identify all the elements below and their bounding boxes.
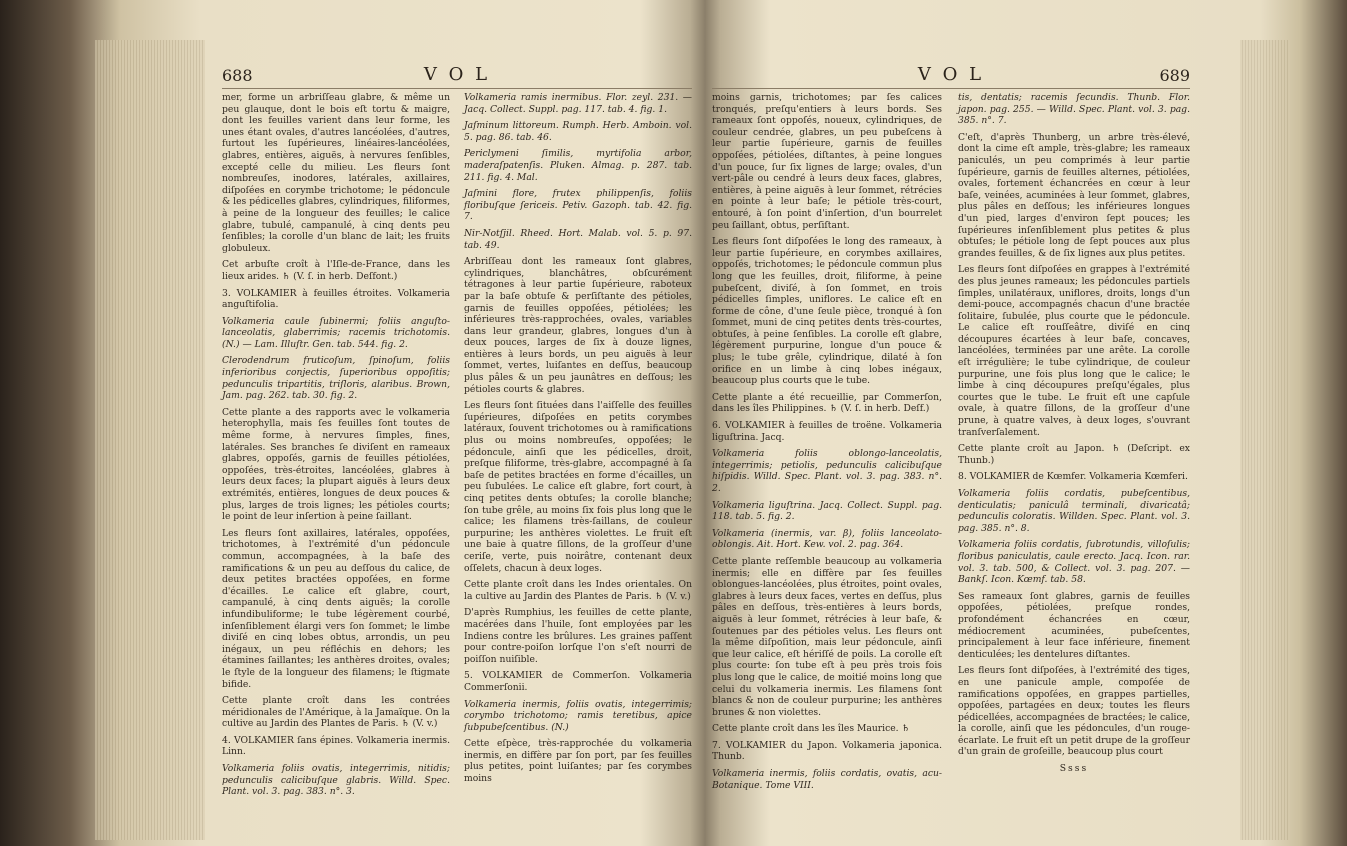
paragraph: Cette plante croît dans les contrées méridionales de l'Amérique, à la Jamaïque. On la cultive au Jardin des Plantes de Paris. ♄ (V. v.) [222,695,451,730]
paragraph: Cette plante reſſemble beaucoup au volkameria inermis; elle en diffère par ſes feuilles oblongues-lancéolées, plus étroites, point ovales, glabres à leurs deux faces, vertes en deſſus, plus pâles en deſſous, très-entières à leurs bords, aiguës à leur ſommet, rétrécies à leur baſe, & ſoutenues par des pétioles velus. Les fleurs ont la même diſpoſition, mais leur pédoncule, ainſi que leur calice, eſt hériſſé de poils. La corolle eſt plus courte: ſon tube eſt à peu près trois fois plus long que le calice, de moitié moins long que celui du volkameria inermis. Les filamens ſont blancs & non de couleur purpurine; les anthères brunes & non violettes. [712,555,942,718]
paragraph: Les fleurs ſont diſpoſées, à l'extrémité des tiges, en une panicule ample, compoſée de ramifications oppoſées, en grappes partielles, oppoſées, partagées en deux; toutes les fleurs pédicellées, accompagnées de bractées; le calice, la corolle, ainſi que les pédoncules, d'un rouge-écarlate. Le fruit eſt un petit drupe de la groſſeur d'un grain de groſeille, beaucoup plus court [958,665,1190,758]
paragraph: Volkameria foliis cordatis, ſubrotundis, villoſulis; floribus paniculatis, caule erecto. Jacq. Icon. rar. vol. 3. tab. 500, & Collect. vol. 3. pag. 207. — Bankſ. Icon. Kœmf. tab. 58. [958,539,1190,586]
paragraph: Volkameria foliis oblongo-lanceolatis, integerrimis; petiolis, pedunculis calicibuſque hiſpidis. Willd. Spec. Plant. vol. 3. pag. 383. n°. 2. [712,448,942,494]
page-edges-left [95,40,205,840]
left-page-column-1 [222,92,450,803]
left-page-column-2 [464,92,692,790]
paragraph: 3. VOLKAMIER à feuilles étroites. Volkameria anguſtifolia. [222,287,450,311]
paragraph: mer, forme un arbriſſeau glabre, & même un peu glauque, dont le bois eſt tortu & maigre, dont les feuilles varient dans leur forme, les unes étant ovales, d'autres lancéolées, d'autres, furtout les ſupérieures, linéaires-lancéolées, glabres, entières, aiguës, à nervures ſenſibles, excepté celle du milieu. Les fleurs ſont nombreuſes, inodores, latérales, axillaires, diſpoſées en corymbe trichotome; le pédoncule & les pédicelles glabres, cylindriques, filiformes, à peine de la longueur des feuilles; le calice glabre, tubulé, campanulé, à cinq dents peu ſenſibles; la corolle d'un blanc de lait; les fruits globuleux. [222,92,450,254]
paragraph: Volkameria liguſtrina. Jacq. Collect. Suppl. pag. 118. tab. 5. fig. 2. [712,499,942,523]
paragraph: Clerodendrum fruticoſum, ſpinoſum, foliis inferioribus conjectis, ſuperioribus oppoſitis; pedunculis tripartitis, triſloris, alaribus. Brown, Jam. pag. 262. tab. 30. fig. 2. [222,355,450,402]
header-rule [712,88,1190,89]
paragraph: moins garnis, trichotomes; par ſes calices tronqués, preſqu'entiers à leurs bords. Ses rameaux ſont oppoſés, noueux, cylindriques, de couleur cendrée, glabres, un peu pubeſcens à leur partie ſupérieure, garnis de feuilles oppoſées, pétiolées, diſtantes, à peine longues d'un pouce, ſur ſix lignes de large; ovales, d'un vert-pâle ou cendré à leurs deux faces, glabres, entières, à peine aiguës à leur ſommet, rétrécies en pointe à leur baſe; le pétiole très-court, entouré, à ſon point d'inſertion, d'un bourrelet peu ſaillant, obtus, perſiſtant. [712,92,942,231]
paragraph: Volkameria inermis, foliis ovatis, integerrimis; corymbo trichotomo; ramis teretibus, apice ſubpubeſcentibus. (N.) [464,698,692,733]
paragraph: Volkameria caule ſubinermi; foliis anguſto-lanceolatis, glaberrimis; racemis trichotomis. (N.) — Lam. Illuſtr. Gen. tab. 544. fig. 2. [222,315,450,350]
paragraph: Les fleurs ſont diſpoſées le long des rameaux, à leur partie ſupérieure, en corymbes axillaires, oppoſés, trichotomes; le pédoncule commun plus long que les feuilles, droit, filiforme, à peine pubeſcent, diviſé, à ſon ſommet, en trois pédicelles ſimples, uniflores. Le calice eſt en forme de cône, d'une ſeule pièce, tronqué à ſon ſommet, muni de cinq petites dents très-courtes, obtuſes, à peine ſenſibles. La corolle eſt glabre, légèrement purpurine, longue d'un pouce & plus; le tube grêle, cylindrique, dilaté à ſon orifice en un limbe à cinq lobes inégaux, beaucoup plus courts que le tube. [712,236,942,387]
paragraph: Volkameria ramis inermibus. Flor. zeyl. 231. — Jacq. Collect. Suppl. pag. 117. tab. 4. fig. 1. [464,92,692,115]
paragraph: Nir-Notſjil. Rheed. Hort. Malab. vol. 5. p. 97. tab. 49. [464,227,692,251]
paragraph: Volkameria (inermis, var. β), foliis lanceolato-oblongis. Ait. Hort. Kew. vol. 2. pag. 364. [712,527,942,551]
paragraph: Cet arbuſte croît à l'Iſle-de-France, dans les lieux arides. ♄ (V. ſ. in herb. Deſfont.) [222,259,450,282]
right-page-column-2 [958,92,1190,780]
right-page-header [712,64,1190,86]
signature-mark: Ssss [1059,763,1089,775]
paragraph: Jaſmini flore, frutex philippenſis, foliis floribuſque ſericeis. Petiv. Gazoph. tab. 42. fig. 7. [464,188,692,223]
paragraph: tis, dentatis; racemis ſecundis. Thunb. Flor. japon. pag. 255. — Willd. Spec. Plant. vol. 3. pag. 385. n°. 7. [958,92,1190,127]
running-head: V O L [917,64,985,85]
paragraph: Les fleurs ſont ſituées dans l'aiſſelle des feuilles ſupérieures, diſpoſées en petits corymbes latéraux, ſouvent trichotomes ou à ramifications plus ou moins nombreuſes, oppoſées; le pédoncule, ainſi que les pédicelles, droit, preſque filiforme, très-glabre, accompagné à ſa baſe de petites bractées en forme d'écailles, un peu ſubulées. Le calice eſt glabre, fort court, à cinq petites dents obtuſes; la corolle blanche; ſon tube grêle, au moins ſix fois plus long que le calice; les filamens très-ſaillans, de couleur purpurine; les anthères violettes. Le fruit eſt une baie à quatre ſillons, de la groſſeur d'une ceriſe, verte, puis noirâtre, contenant deux oſſelets, chacun à deux loges. [464,400,692,574]
paragraph: Periclymeni ſimilis, myrtifolia arbor, maderaſpatenſis. Pluken. Almag. p. 287. tab. 211. fig. 4. Mal. [464,148,692,183]
left-page [222,64,692,844]
paragraph: 7. VOLKAMIER du Japon. Volkameria japonica. Thunb. [712,739,942,763]
page-number: 689 [1159,66,1190,85]
paragraph: 8. VOLKAMIER de Kœmfer. Volkameria Kœmferi. [958,471,1188,483]
page-number: 688 [222,66,253,85]
paragraph: Volkameria foliis cordatis, pubeſcentibus, denticulatis; paniculâ terminali, divaricatâ; pedunculis coloratis. Willden. Spec. Plant. vol. 3. pag. 385. n°. 8. [958,488,1190,534]
paragraph: Jaſminum littoreum. Rumph. Herb. Amboin. vol. 5. pag. 86. tab. 46. [464,120,692,143]
paragraph: Cette plante croît dans les Indes orientales. On la cultive au Jardin des Plantes de Paris. ♄ (V. v.) [464,579,692,602]
left-page-header [222,64,692,86]
paragraph: 5. VOLKAMIER de Commerſon. Volkameria Commerſonii. [464,670,692,693]
paragraph: Ses rameaux ſont glabres, garnis de feuilles oppoſées, pétiolées, preſque rondes, profondément échancrées en cœur, médiocrement acuminées, pubeſcentes, principalement à leur face inférieure, finement denticulées; les dentelures diſtantes. [958,590,1190,660]
paragraph: 6. VOLKAMIER à feuilles de troëne. Volkameria liguſtrina. Jacq. [712,420,942,443]
paragraph: 4. VOLKAMIER ſans épines. Volkameria inermis. Linn. [222,734,450,758]
paragraph: Cette plante a été recueillie, par Commerſon, dans les îles Philippines. ♄ (V. ſ. in herb. Deſf.) [712,391,942,415]
paragraph: Les fleurs ſont diſpoſées en grappes à l'extrémité des plus jeunes rameaux; les pédoncules partiels ſimples, unilatéraux, uniflores, droits, longs d'un demi-pouce, accompagnés chacun d'une bractée ſolitaire, ſubulée, plus courte que le pédoncule. Le calice eſt rouſſeâtre, diviſé en cinq découpures écartées à leur baſe, concaves, lancéolées, terminées par une arête. La corolle eſt irrégulière; le tube cylindrique, de couleur purpurine, une fois plus long que le calice; le limbe à cinq découpures preſqu'égales, plus courtes que le tube. Le fruit eſt une capſule ovale, à quatre ſillons, de la groſſeur d'une prune, à quatre valves, à deux loges, s'ouvrant tranſverſalement. [958,264,1190,438]
paragraph: Arbriſſeau dont les rameaux ſont glabres, cylindriques, blanchâtres, obſcurément tétragones à leur partie ſupérieure, raboteux par la baſe obtuſe & perſiſtante des pétioles, garnis de feuilles oppoſées, pétiolées; les inférieures très-rapprochées, ovales, variables dans leur grandeur, glabres, longues d'un à deux pouces, larges de ſix à douze lignes, entières à leurs bords, un peu aiguës à leur ſommet, vertes, luiſantes en deſſus, beaucoup plus pâles & un peu jaunâtres en deſſous; les pétioles courts & glabres. [464,256,692,395]
running-head: V O L [423,64,491,85]
header-rule [222,88,692,89]
page-edges-right [1240,40,1290,840]
paragraph: Cette plante croît au Japon. ♄ (Deſcript. ex Thunb.) [958,443,1190,466]
right-page-column-1 [712,92,942,796]
paragraph: Volkameria foliis ovatis, integerrimis, nitidis; pedunculis calicibuſque glabris. Willd. Spec. Plant. vol. 3. pag. 383. n°. 3. [222,763,450,798]
paragraph: Cette eſpèce, très-rapprochée du volkameria inermis, en diffère par ſon port, par ſes feuilles plus petites, point luiſantes; par ſes corymbes moins [464,738,692,785]
paragraph: C'eſt, d'après Thunberg, un arbre très-élevé, dont la cime eſt ample, très-glabre; les rameaux paniculés, un peu comprimés à leur partie ſupérieure, garnis de feuilles alternes, pétiolées, ovales, fortement échancrées en cœur à leur baſe, veinées, acuminées à leur ſommet, glabres, plus pâles en deſſous; les inférieures longues d'un pied, larges d'environ ſept pouces; les ſupérieures inſenſiblement plus petites & plus obtuſes; le pétiole long de ſept pouces aux plus grandes feuilles, & de ſix lignes aux plus petites. [958,131,1190,259]
paragraph: Volkameria inermis, foliis cordatis, ovatis, acu- Botanique. Tome VIII. [712,768,942,791]
paragraph: Les fleurs ſont axillaires, latérales, oppoſées, trichotomes, à l'extrémité d'un pédoncule commun, accompagnées, à la baſe des ramifications & un peu au deſſous du calice, de deux petites bractées oppoſées, en forme d'écailles. Le calice eſt glabre, court, campanulé, à cinq dents aiguës; la corolle infundibuliforme; le tube légèrement courbé, inſenſiblement élargi vers ſon ſommet; le limbe diviſé en cinq lobes obtus, arrondis, un peu inégaux, un peu réfléchis en dehors; les étamines ſaillantes; les anthères droites, ovales; le ſtyle de la longueur des filamens; le ſtigmate bifide. [222,527,450,690]
paragraph: D'après Rumphius, les feuilles de cette plante, macérées dans l'huile, ſont employées par les Indiens contre les brûlures. Les graines paſſent pour contre-poiſon lorſque l'on s'eſt nourri de poiſſon nuiſible. [464,607,692,665]
paragraph: Cette plante croît dans les îles Maurice. ♄ [712,723,910,735]
paragraph: Cette plante a des rapports avec le volkameria heterophylla, mais ſes feuilles ſont toutes de même forme, à nervures ſimples, fines, latérales. Ses branches ſe diviſent en rameaux glabres, oppoſés, garnis de feuilles pétiolées, oppoſées, très-étroites, lancéolées, glabres à leurs deux faces; la plupart aiguës à leurs deux extrémités, entières, longues de deux pouces & plus, larges de trois lignes; les pétioles courts; le point de leur inſertion à peine ſaillant. [222,406,450,523]
right-page [712,64,1190,844]
